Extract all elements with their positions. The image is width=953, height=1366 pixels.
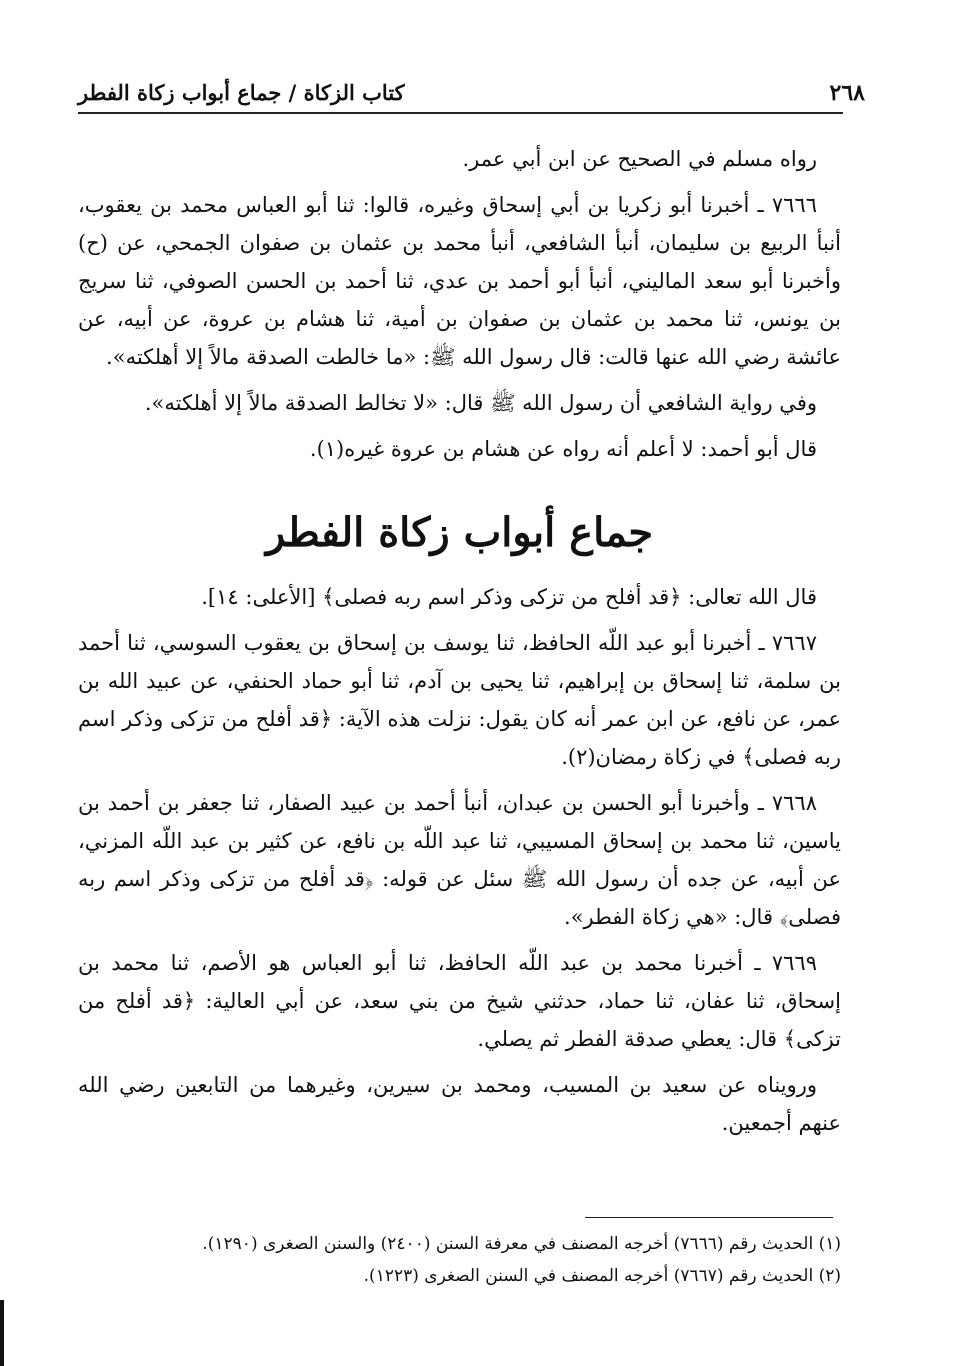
running-title: كتاب الزكاة / جماع أبواب زكاة الفطر (78, 80, 413, 105)
hadith-7668: ٧٦٦٨ ـ وأخبرنا أبو الحسن بن عبدان، أنبأ أحمد بن عبيد الصفار، ثنا جعفر بن أحمد بن ياسين، ثنا محمد بن إسحاق المسيبي، ثنا عبد اللّه بن نافع، عن كثير بن عبد اللّه المزني، عن أبيه، عن جده أن رسول الله ﷺ سئل عن قوله: ﴿قد أفلح من تزكى وذكر اسم ربه فصلى﴾ قال: «هي زكاة الفطر». (78, 791, 841, 929)
footnote-1: (١) الحديث رقم (٧٦٦٦) أخرجه المصنف في معرفة السنن (٢٤٠٠) والسنن الصغرى (١٢٩٠). (202, 1234, 841, 1254)
hadith-7669: ٧٦٦٩ ـ أخبرنا محمد بن عبد اللّه الحافظ، ثنا أبو العباس هو الأصم، ثنا محمد بن إسحاق، ثنا عفان، ثنا حماد، حدثني شيخ من بني سعد، عن أبي العالية: ﴿قد أفلح من تزكى﴾ قال: يعطي صدقة الفطر ثم يصلي. (78, 951, 841, 1051)
hadith-7667: ٧٦٦٧ ـ أخبرنا أبو عبد اللّه الحافظ، ثنا يوسف بن إسحاق بن يعقوب السوسي، ثنا أحمد بن سلمة، ثنا إسحاق بن إبراهيم، ثنا يحيى بن آدم، ثنا أبو حماد الحنفي، عن عبيد الله بن عمر، عن نافع، عن ابن عمر أنه كان يقول: نزلت هذه الآية: ﴿قد أفلح من تزكى وذكر اسم ربه فصلى﴾ في زكاة رمضان(٢). (78, 631, 841, 769)
page-header (78, 80, 865, 114)
top-text-block (78, 140, 841, 476)
chapter-title: جماع أبواب زكاة الفطر (265, 509, 654, 556)
paragraph-shafii-narration: وفي رواية الشافعي أن رسول الله ﷺ قال: «لا تخالط الصدقة مالاً إلا أهلكته». (144, 391, 817, 415)
hadith-7666: ٧٦٦٦ ـ أخبرنا أبو زكريا بن أبي إسحاق وغيره، قالوا: ثنا أبو العباس محمد بن يعقوب، أنبأ الربيع بن سليمان، أنبأ الشافعي، أنبأ محمد بن عثمان بن صفوان الجمحي، عن (ح) وأخبرنا أبو سعد الماليني، أنبأ أبو أحمد بن عدي، ثنا أحمد بن الحسن الصوفي، ثنا سريج بن يونس، ثنا محمد بن عثمان بن صفوان بن أمية، ثنا هشام بن عروة، عن أبيه، عن عائشة رضي الله عنها قالت: قال رسول الله ﷺ: «ما خالطت الصدقة مالاً إلا أهلكته». (78, 193, 841, 369)
quran-verse-paragraph: قال الله تعالى: ﴿قد أفلح من تزكى وذكر اسم ربه فصلى﴾ [الأعلى: ١٤]. (201, 585, 817, 609)
footnote-divider (585, 1217, 833, 1218)
page-edge-shadow (0, 1300, 4, 1366)
page-number: ٢٦٨ (822, 80, 865, 106)
paragraph-tabieen: ورويناه عن سعيد بن المسيب، ومحمد بن سيرين، وغيرهما من التابعين رضي الله عنهم أجمعين. (78, 1073, 841, 1135)
paragraph-attribution: رواه مسلم في الصحيح عن ابن أبي عمر. (462, 147, 817, 171)
bottom-text-block (78, 578, 841, 1150)
footnotes (120, 1228, 841, 1292)
footnote-2: (٢) الحديث رقم (٧٦٦٧) أخرجه المصنف في السنن الصغرى (١٢٢٣). (363, 1266, 841, 1286)
paragraph-abu-ahmad: قال أبو أحمد: لا أعلم أنه رواه عن هشام بن عروة غيره(١). (309, 437, 817, 461)
